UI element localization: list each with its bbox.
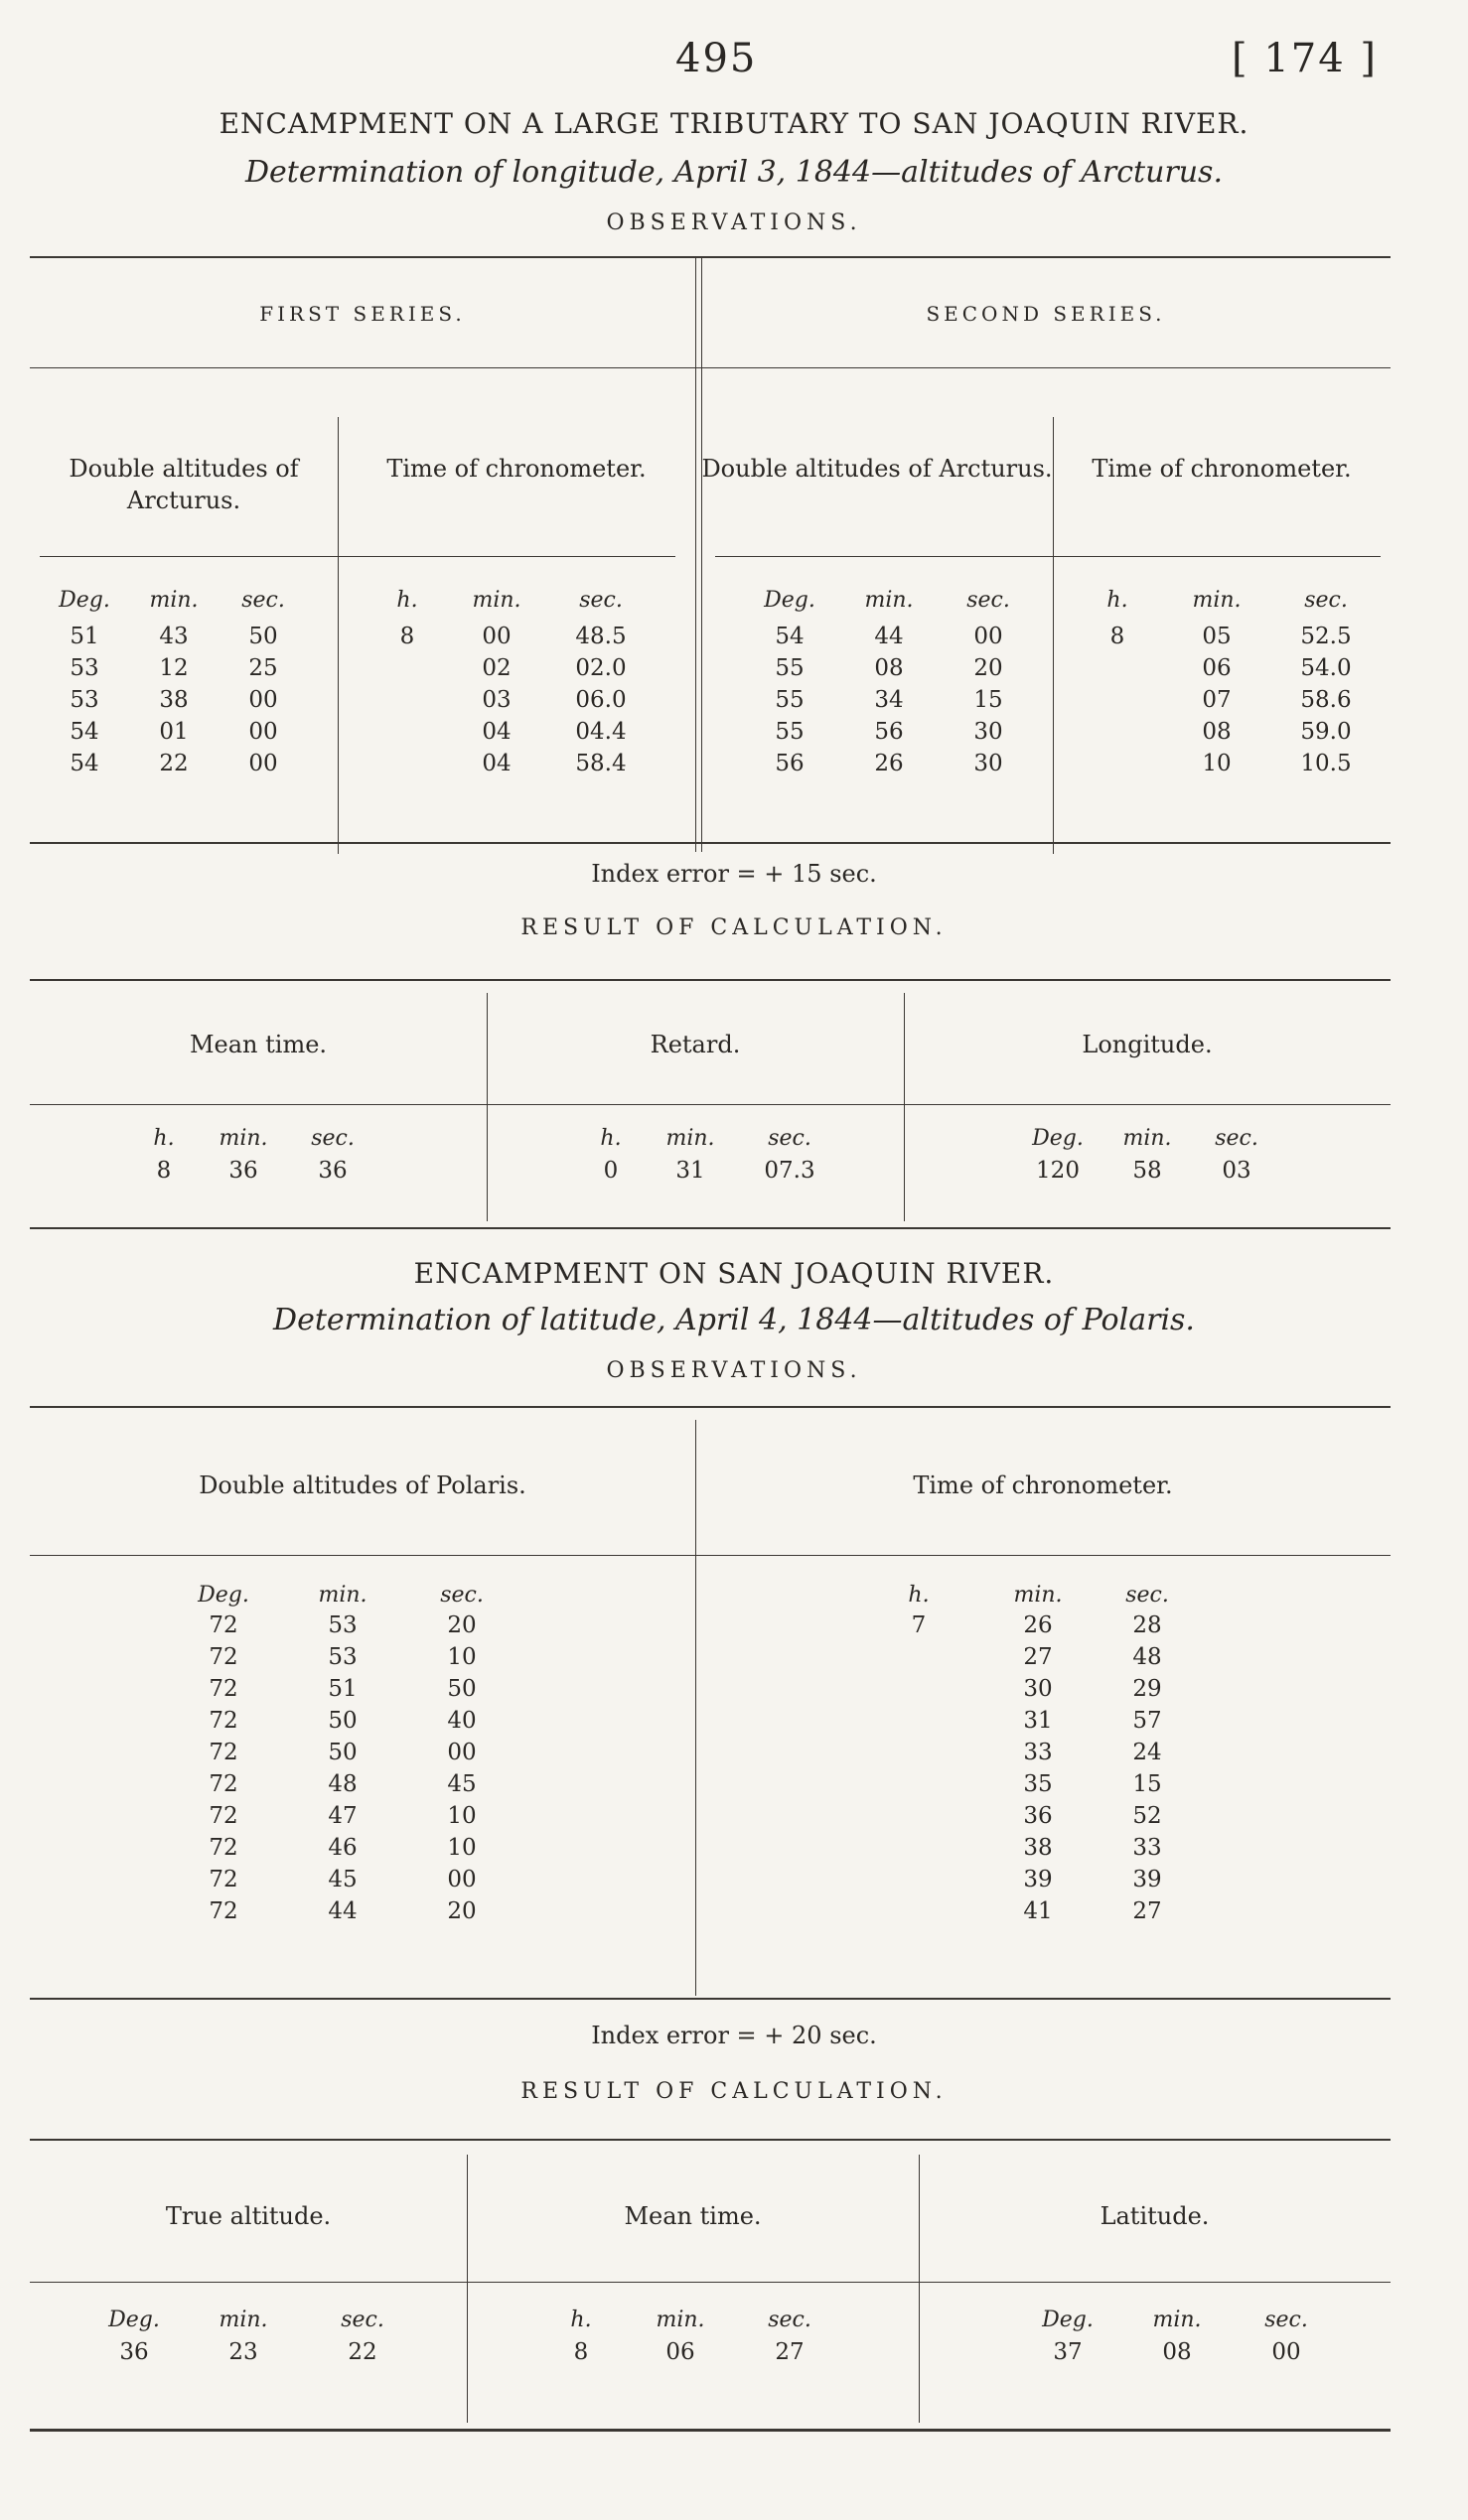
longitude-unit-sec: sec. xyxy=(1215,1126,1258,1151)
table-cell: 40 xyxy=(447,1708,477,1734)
table-cell: 27 xyxy=(1023,1644,1053,1670)
table-cell: 39 xyxy=(1132,1867,1162,1892)
table-cell: 72 xyxy=(209,1835,238,1861)
second-alt-unit-sec: sec. xyxy=(966,588,1010,613)
lat-time-unit-min: min. xyxy=(1013,1583,1063,1608)
table-cell: 53 xyxy=(70,687,99,713)
table-cell: 55 xyxy=(775,687,805,713)
table-cell: 27 xyxy=(1132,1898,1162,1924)
table-cell: 12 xyxy=(159,655,189,681)
longitude-heading: ENCAMPMENT ON A LARGE TRIBUTARY TO SAN JOAQUIN RIVER. xyxy=(219,107,1249,140)
table-cell: 46 xyxy=(328,1835,358,1861)
first-time-unit-sec: sec. xyxy=(579,588,623,613)
latitude-min-value: 08 xyxy=(1162,2339,1192,2365)
mean-min-value: 36 xyxy=(228,1158,258,1184)
first-alt-unit-min: min. xyxy=(149,588,199,613)
table-cell: 72 xyxy=(209,1740,238,1765)
table-cell: 05 xyxy=(1202,624,1232,649)
table-cell: 30 xyxy=(1023,1676,1053,1702)
table-cell: 55 xyxy=(775,655,805,681)
first-time-unit-h: h. xyxy=(396,588,418,613)
retard-unit-sec: sec. xyxy=(768,1126,811,1151)
mean-h-value: 8 xyxy=(156,1158,172,1184)
table-cell: 55 xyxy=(775,719,805,745)
table-cell: 72 xyxy=(209,1771,238,1797)
table-cell: 06 xyxy=(1202,655,1232,681)
table-cell: 48 xyxy=(1132,1644,1162,1670)
second-col-time: Time of chronometer. xyxy=(1092,455,1352,483)
lat-alt-unit-sec: sec. xyxy=(440,1583,484,1608)
table-cell: 24 xyxy=(1132,1740,1162,1765)
table-cell: 52.5 xyxy=(1300,624,1352,649)
table-cell: 54 xyxy=(70,751,99,776)
table-cell: 53 xyxy=(328,1612,358,1638)
page-number-right: [ 174 ] xyxy=(1232,36,1378,81)
latitude-index-error: Index error = + 20 sec. xyxy=(591,2022,877,2049)
true-alt-deg-value: 36 xyxy=(119,2339,149,2365)
true-alt-unit-sec: sec. xyxy=(341,2308,384,2332)
table-cell: 58.4 xyxy=(575,751,627,776)
longitude-unit-min: min. xyxy=(1122,1126,1172,1151)
mean-unit-min: min. xyxy=(219,1126,268,1151)
first-alt-unit-deg: Deg. xyxy=(59,588,110,613)
table-cell: 30 xyxy=(973,719,1003,745)
latitude-unit-min: min. xyxy=(1152,2308,1202,2332)
table-cell: 44 xyxy=(874,624,904,649)
table-cell: 72 xyxy=(209,1803,238,1829)
table-cell: 02 xyxy=(482,655,512,681)
longitude-deg-value: 120 xyxy=(1036,1158,1080,1184)
latitude-deg-value: 37 xyxy=(1053,2339,1083,2365)
result-col-true-altitude: True altitude. xyxy=(165,2202,332,2230)
table-cell: 7 xyxy=(911,1612,927,1638)
table-cell: 72 xyxy=(209,1612,238,1638)
table-cell: 50 xyxy=(328,1708,358,1734)
table-cell: 07 xyxy=(1202,687,1232,713)
table-cell: 47 xyxy=(328,1803,358,1829)
table-cell: 35 xyxy=(1023,1771,1053,1797)
table-cell: 04 xyxy=(482,719,512,745)
latitude-result-label: RESULT OF CALCULATION. xyxy=(520,2079,948,2104)
table-cell: 33 xyxy=(1023,1740,1053,1765)
table-cell: 56 xyxy=(874,719,904,745)
table-cell: 00 xyxy=(482,624,512,649)
table-cell: 51 xyxy=(70,624,99,649)
table-cell: 10 xyxy=(447,1803,477,1829)
table-cell: 51 xyxy=(328,1676,358,1702)
lat-alt-unit-deg: Deg. xyxy=(198,1583,249,1608)
table-cell: 48 xyxy=(328,1771,358,1797)
table-cell: 15 xyxy=(973,687,1003,713)
table-cell: 00 xyxy=(248,751,278,776)
mean-sec-value: 36 xyxy=(318,1158,348,1184)
table-cell: 36 xyxy=(1023,1803,1053,1829)
table-cell: 53 xyxy=(70,655,99,681)
latitude-heading: ENCAMPMENT ON SAN JOAQUIN RIVER. xyxy=(413,1257,1055,1290)
table-cell: 08 xyxy=(1202,719,1232,745)
table-cell: 02.0 xyxy=(575,655,627,681)
table-cell: 26 xyxy=(874,751,904,776)
table-cell: 39 xyxy=(1023,1867,1053,1892)
second-col-altitudes: Double altitudes of Arcturus. xyxy=(701,455,1053,483)
table-cell: 38 xyxy=(1023,1835,1053,1861)
table-cell: 54 xyxy=(775,624,805,649)
result-col-longitude: Longitude. xyxy=(1082,1031,1213,1058)
table-cell: 03 xyxy=(482,687,512,713)
longitude-index-error: Index error = + 15 sec. xyxy=(591,860,877,888)
table-cell: 59.0 xyxy=(1300,719,1352,745)
lat-col-altitudes: Double altitudes of Polaris. xyxy=(199,1471,526,1499)
latitude-observations-label: OBSERVATIONS. xyxy=(606,1358,862,1383)
table-cell: 04 xyxy=(482,751,512,776)
second-alt-unit-deg: Deg. xyxy=(764,588,815,613)
mean-unit-sec: sec. xyxy=(311,1126,355,1151)
table-cell: 44 xyxy=(328,1898,358,1924)
table-cell: 58.6 xyxy=(1300,687,1352,713)
table-cell: 56 xyxy=(775,751,805,776)
table-cell: 38 xyxy=(159,687,189,713)
result-col-mean: Mean time. xyxy=(189,1031,328,1058)
table-cell: 53 xyxy=(328,1644,358,1670)
lat-mean-min-value: 06 xyxy=(665,2339,695,2365)
table-cell: 8 xyxy=(1109,624,1125,649)
longitude-sec-value: 03 xyxy=(1222,1158,1251,1184)
retard-h-value: 0 xyxy=(603,1158,619,1184)
table-cell: 28 xyxy=(1132,1612,1162,1638)
table-cell: 43 xyxy=(159,624,189,649)
lat-mean-sec-value: 27 xyxy=(775,2339,805,2365)
table-cell: 29 xyxy=(1132,1676,1162,1702)
first-time-unit-min: min. xyxy=(472,588,521,613)
table-cell: 48.5 xyxy=(575,624,627,649)
second-time-unit-sec: sec. xyxy=(1304,588,1348,613)
table-cell: 31 xyxy=(1023,1708,1053,1734)
lat-mean-unit-h: h. xyxy=(570,2308,592,2332)
second-time-unit-h: h. xyxy=(1106,588,1128,613)
true-alt-min-value: 23 xyxy=(228,2339,258,2365)
lat-time-unit-sec: sec. xyxy=(1125,1583,1169,1608)
table-cell: 50 xyxy=(447,1676,477,1702)
first-col-time: Time of chronometer. xyxy=(386,455,647,483)
table-cell: 00 xyxy=(447,1867,477,1892)
true-alt-unit-min: min. xyxy=(219,2308,268,2332)
result-col-latitude: Latitude. xyxy=(1100,2202,1210,2230)
table-cell: 41 xyxy=(1023,1898,1053,1924)
longitude-result-label: RESULT OF CALCULATION. xyxy=(520,915,948,940)
table-cell: 34 xyxy=(874,687,904,713)
table-cell: 72 xyxy=(209,1867,238,1892)
first-alt-unit-sec: sec. xyxy=(241,588,285,613)
table-cell: 22 xyxy=(159,751,189,776)
table-cell: 72 xyxy=(209,1676,238,1702)
retard-unit-min: min. xyxy=(665,1126,715,1151)
retard-unit-h: h. xyxy=(600,1126,622,1151)
result-col-retard: Retard. xyxy=(650,1031,741,1058)
table-cell: 72 xyxy=(209,1644,238,1670)
second-alt-unit-min: min. xyxy=(864,588,914,613)
table-cell: 00 xyxy=(973,624,1003,649)
lat-mean-unit-sec: sec. xyxy=(768,2308,811,2332)
table-cell: 00 xyxy=(248,719,278,745)
table-cell: 72 xyxy=(209,1898,238,1924)
table-cell: 26 xyxy=(1023,1612,1053,1638)
table-cell: 10 xyxy=(447,1835,477,1861)
latitude-unit-sec: sec. xyxy=(1264,2308,1308,2332)
table-cell: 30 xyxy=(973,751,1003,776)
table-cell: 57 xyxy=(1132,1708,1162,1734)
first-col-altitudes: Double altitudes of Arcturus. xyxy=(69,455,299,514)
table-cell: 50 xyxy=(328,1740,358,1765)
table-cell: 10 xyxy=(1202,751,1232,776)
table-cell: 33 xyxy=(1132,1835,1162,1861)
true-alt-sec-value: 22 xyxy=(348,2339,377,2365)
true-alt-unit-deg: Deg. xyxy=(108,2308,160,2332)
table-cell: 08 xyxy=(874,655,904,681)
table-cell: 72 xyxy=(209,1708,238,1734)
table-cell: 45 xyxy=(328,1867,358,1892)
longitude-observations-label: OBSERVATIONS. xyxy=(606,210,862,235)
table-cell: 00 xyxy=(248,687,278,713)
mean-unit-h: h. xyxy=(153,1126,175,1151)
table-cell: 54 xyxy=(70,719,99,745)
lat-mean-unit-min: min. xyxy=(656,2308,705,2332)
table-cell: 52 xyxy=(1132,1803,1162,1829)
table-cell: 01 xyxy=(159,719,189,745)
longitude-unit-deg: Deg. xyxy=(1032,1126,1084,1151)
latitude-sec-value: 00 xyxy=(1271,2339,1301,2365)
table-cell: 20 xyxy=(973,655,1003,681)
table-cell: 45 xyxy=(447,1771,477,1797)
result-col-mean-time: Mean time. xyxy=(624,2202,762,2230)
table-cell: 04.4 xyxy=(575,719,627,745)
lat-col-time: Time of chronometer. xyxy=(913,1471,1173,1499)
table-cell: 06.0 xyxy=(575,687,627,713)
page-number-left: 495 xyxy=(675,36,758,81)
second-time-unit-min: min. xyxy=(1192,588,1242,613)
table-cell: 10.5 xyxy=(1300,751,1352,776)
lat-time-unit-h: h. xyxy=(908,1583,930,1608)
table-cell: 20 xyxy=(447,1612,477,1638)
table-cell: 8 xyxy=(399,624,415,649)
latitude-subheading: Determination of latitude, April 4, 1844—altitudes of Polaris. xyxy=(273,1303,1195,1337)
table-cell: 50 xyxy=(248,624,278,649)
table-cell: 20 xyxy=(447,1898,477,1924)
table-cell: 00 xyxy=(447,1740,477,1765)
table-cell: 15 xyxy=(1132,1771,1162,1797)
longitude-min-value: 58 xyxy=(1132,1158,1162,1184)
table-cell: 25 xyxy=(248,655,278,681)
retard-min-value: 31 xyxy=(675,1158,705,1184)
lat-alt-unit-min: min. xyxy=(318,1583,367,1608)
table-cell: 54.0 xyxy=(1300,655,1352,681)
longitude-subheading: Determination of longitude, April 3, 1844—altitudes of Arcturus. xyxy=(245,155,1223,190)
retard-sec-value: 07.3 xyxy=(764,1158,815,1184)
table-cell: 10 xyxy=(447,1644,477,1670)
first-series-label: FIRST SERIES. xyxy=(259,302,466,326)
latitude-unit-deg: Deg. xyxy=(1042,2308,1094,2332)
lat-mean-h-value: 8 xyxy=(573,2339,589,2365)
second-series-label: SECOND SERIES. xyxy=(926,302,1166,326)
